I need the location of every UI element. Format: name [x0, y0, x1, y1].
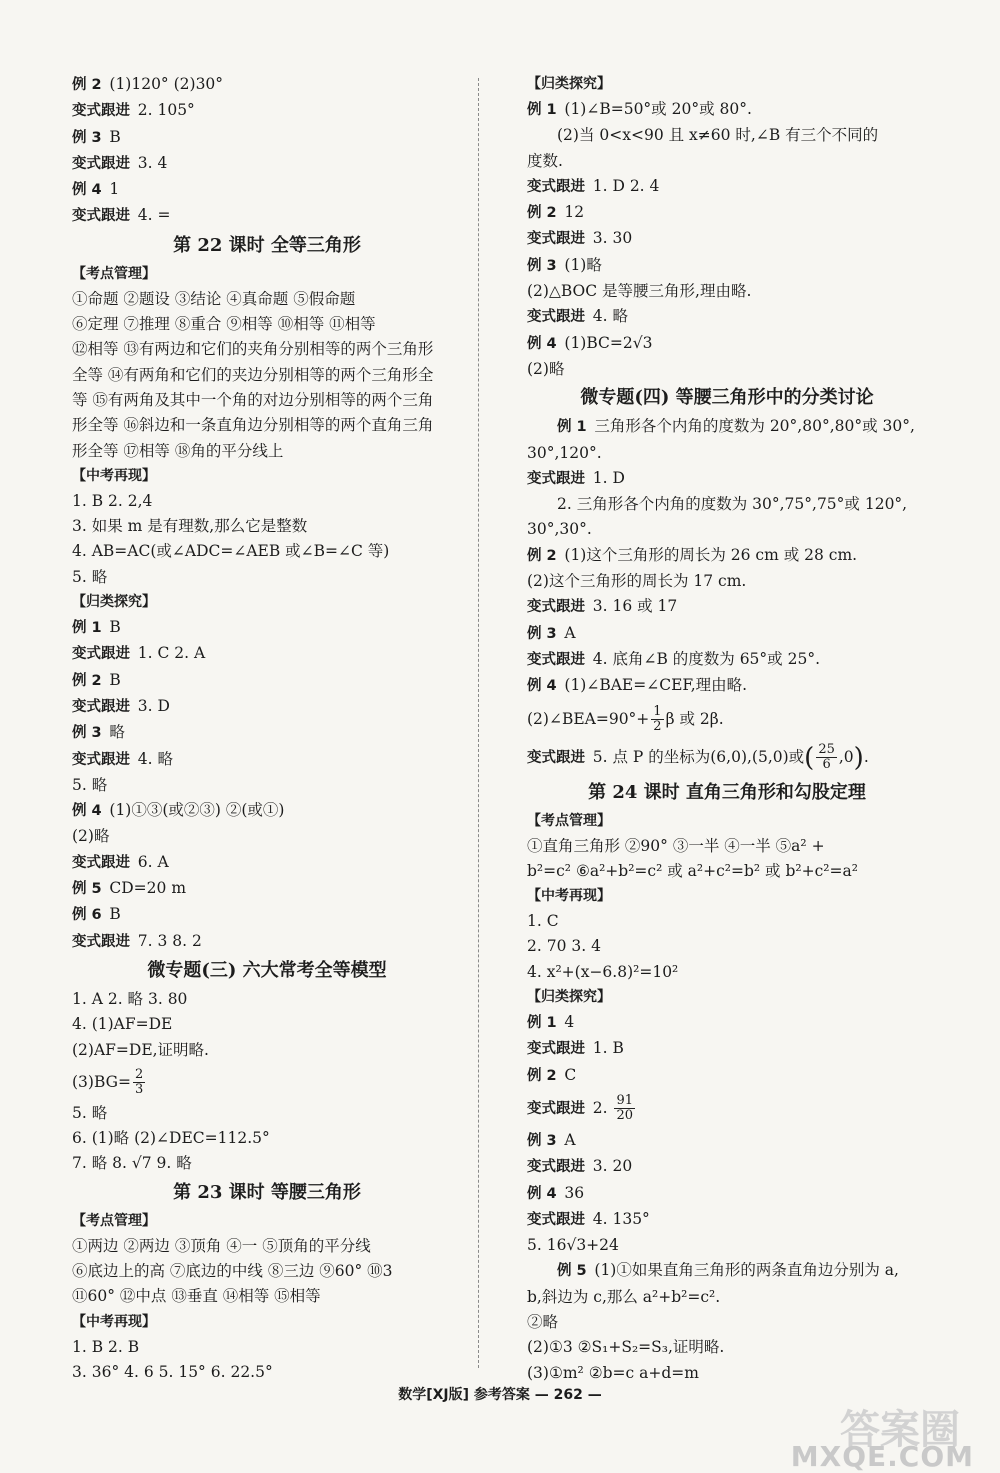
- answer-text: C: [564, 1065, 577, 1084]
- answer-line: 5. 略: [72, 775, 108, 794]
- answer-label: 例 5: [557, 1263, 587, 1280]
- answer-line: [72, 668, 462, 694]
- section-title: 第 24 课时 直角三角形和勾股定理: [588, 781, 866, 803]
- answer-line: 4. AB=AC(或∠ADC=∠AEB 或∠B=∠C 等): [72, 542, 390, 561]
- answer-line: [72, 203, 462, 229]
- answer-line: 5. 略: [72, 567, 108, 586]
- answer-text: (1)∠BAE=∠CEF,理由略.: [564, 676, 748, 695]
- answer-label: 例 1: [72, 620, 102, 637]
- answer-label: 例 6: [72, 907, 102, 924]
- answer-line: ①直角三角形 ②90° ③一半 ④一半 ⑤a² +: [527, 836, 825, 855]
- answer-label: 变式跟进: [527, 1041, 585, 1058]
- answer-line: (2)当 0<x<90 且 x≠60 时,∠B 有三个不同的: [557, 126, 879, 145]
- answer-text: 2.: [592, 1098, 613, 1117]
- answer-line: 4. x²+(x−6.8)²=10²: [527, 962, 679, 981]
- answer-label: 变式跟进: [72, 646, 130, 663]
- answer-text: 12: [564, 203, 585, 222]
- answer-text: 3. D: [137, 696, 170, 715]
- answer-text: 3. 30: [592, 229, 633, 248]
- answer-text: (1)这个三角形的周长为 26 cm 或 28 cm.: [564, 545, 858, 564]
- fraction-denominator: 2: [653, 719, 662, 735]
- answer-line: (2)AF=DE,证明略.: [72, 1040, 209, 1059]
- answer-text: β 或 2β.: [665, 709, 724, 728]
- answer-label: 例 4: [72, 182, 102, 199]
- answer-line: [72, 615, 462, 641]
- answer-text: 三角形各个内角的度数为 20°,80°,80°或 30°,: [594, 417, 915, 436]
- section-header: 【归类探究】: [72, 594, 156, 611]
- answer-text: 7. 3 8. 2: [137, 931, 202, 950]
- answer-text: 4. =: [137, 206, 171, 225]
- section-header: 【中考再现】: [72, 1313, 156, 1330]
- answer-line: [72, 98, 462, 124]
- answer-label: 变式跟进: [527, 470, 585, 487]
- answer-text: 1: [109, 180, 120, 199]
- answer-line: ①两边 ②两边 ③顶角 ④一 ⑤顶角的平分线: [72, 1236, 371, 1255]
- answer-line: [527, 543, 927, 569]
- answer-label: 变式跟进: [72, 854, 130, 871]
- watermark-logo: 答案圈: [840, 1407, 960, 1453]
- right-column: [527, 72, 927, 1386]
- fraction-denominator: 6: [822, 757, 831, 773]
- paren: (: [804, 742, 815, 773]
- answer-line: [527, 1010, 927, 1036]
- answer-label: 变式跟进: [72, 933, 130, 950]
- answer-text: (1)BC=2√3: [564, 333, 653, 352]
- answer-text: ,0: [838, 747, 854, 766]
- section-title: 第 23 课时 等腰三角形: [173, 1181, 361, 1203]
- answer-text: (1)①如果直角三角形的两条直角边分别为 a,: [594, 1261, 899, 1280]
- answer-line: [527, 738, 927, 777]
- answer-text: 1. B: [592, 1039, 624, 1058]
- answer-line: [527, 414, 927, 440]
- fraction: [651, 705, 663, 734]
- answer-label: 变式跟进: [527, 231, 585, 248]
- answer-line: ②略: [527, 1312, 559, 1331]
- answer-text: B: [109, 618, 121, 637]
- answer-line: (2)这个三角形的周长为 17 cm.: [527, 572, 747, 591]
- watermark-url: MXQE.COM: [790, 1440, 974, 1473]
- answer-line: 度数.: [527, 151, 563, 170]
- answer-line: ⑫相等 ⑬有两边和它们的夹角分别相等的两个三角形: [72, 340, 434, 359]
- answer-line: [72, 929, 462, 955]
- answer-label: 例 1: [527, 1015, 557, 1032]
- answer-line: 1. A 2. 略 3. 80: [72, 989, 188, 1008]
- answer-text: (1)120° (2)30°: [109, 75, 224, 93]
- fraction-denominator: 20: [616, 1108, 634, 1124]
- answer-text: (3)BG=: [72, 1072, 132, 1091]
- answer-label: 例 2: [527, 205, 557, 222]
- answer-label: 例 3: [527, 257, 557, 274]
- answer-label: 变式跟进: [527, 1100, 585, 1117]
- paren: ): [853, 742, 864, 773]
- fraction-numerator: 1: [653, 704, 662, 720]
- answer-line: [527, 1154, 927, 1180]
- answer-line: [72, 1063, 462, 1101]
- answer-label: 变式跟进: [72, 208, 130, 225]
- answer-line: ⑥底边上的高 ⑦底边的中线 ⑧三边 ⑨60° ⑩3: [72, 1261, 393, 1280]
- section-title: 第 22 课时 全等三角形: [173, 234, 361, 256]
- left-column: [72, 72, 462, 1385]
- section-header: 【考点管理】: [72, 1212, 156, 1229]
- answer-line: [72, 177, 462, 203]
- answer-line: [72, 72, 462, 98]
- fraction-numerator: 25: [818, 742, 835, 758]
- page-footer: 数学[XJ版] 参考答案 — 262 —: [398, 1387, 602, 1403]
- answer-text: 1. D 2. 4: [592, 176, 660, 195]
- answer-text: 1. D: [592, 468, 625, 487]
- answer-text: 2. 105°: [137, 101, 195, 120]
- answer-label: 例 1: [557, 419, 587, 436]
- answer-label: 例 3: [72, 725, 102, 742]
- answer-text: 略: [109, 723, 125, 742]
- answer-line: (2)①3 ②S₁+S₂=S₃,证明略.: [527, 1338, 725, 1357]
- answer-line: b²=c² ⑥a²+b²=c² 或 a²+c²=b² 或 b²+c²=a²: [527, 861, 858, 880]
- answer-line: [527, 1128, 927, 1154]
- answer-line: [527, 673, 927, 699]
- answer-label: 变式跟进: [527, 599, 585, 616]
- answer-line: 30°,30°.: [527, 520, 592, 539]
- answer-line: (2)略: [527, 359, 565, 378]
- fraction: [614, 1094, 635, 1123]
- section-header: 【归类探究】: [527, 76, 611, 92]
- answer-label: 变式跟进: [527, 651, 585, 668]
- answer-text: 3. 4: [137, 153, 168, 172]
- fraction-numerator: 2: [135, 1067, 144, 1083]
- answer-line: [527, 174, 927, 200]
- answer-line: [527, 200, 927, 226]
- section-title: 微专题(三) 六大常考全等模型: [147, 959, 387, 981]
- answer-line: ⑪60° ⑫中点 ⑬垂直 ⑭相等 ⑮相等: [72, 1287, 321, 1306]
- section-header: 【中考再现】: [527, 888, 611, 905]
- answer-line: [527, 647, 927, 673]
- answer-line: 形全等 ⑯斜边和一条直角边分别相等的两个直角三角: [72, 416, 434, 435]
- answer-label: 例 3: [527, 1132, 557, 1149]
- answer-label: 变式跟进: [527, 309, 585, 326]
- answer-label: 变式跟进: [527, 178, 585, 195]
- answer-text: 4: [564, 1013, 575, 1032]
- answer-line: 3. 36° 4. 6 5. 15° 6. 22.5°: [72, 1362, 273, 1381]
- answer-line: [72, 850, 462, 876]
- answer-line: [72, 151, 462, 177]
- answer-line: [527, 1181, 927, 1207]
- answer-text: 5. 点 P 的坐标为(6,0),(5,0)或: [592, 747, 805, 766]
- answer-line: [527, 1207, 927, 1233]
- answer-label: 例 5: [72, 881, 102, 898]
- section-header: 【考点管理】: [527, 812, 611, 829]
- answer-line: 形全等 ⑰相等 ⑱角的平分线上: [72, 441, 284, 460]
- answer-text: CD=20 m: [109, 879, 187, 898]
- answer-line: 1. B 2. B: [72, 1337, 140, 1356]
- answer-line: (2)△BOC 是等腰三角形,理由略.: [527, 282, 752, 301]
- answer-line: [527, 1063, 927, 1089]
- answer-text: 3. 16 或 17: [592, 597, 678, 616]
- answer-label: 例 4: [527, 335, 557, 352]
- answer-line: [72, 747, 462, 773]
- fraction-numerator: 91: [616, 1093, 634, 1109]
- answer-line: 4. (1)AF=DE: [72, 1015, 173, 1034]
- answer-line: [527, 621, 927, 647]
- answer-text: (1)①③(或②③) ②(或①): [109, 801, 285, 820]
- answer-line: [527, 97, 927, 123]
- answer-line: [72, 641, 462, 667]
- answer-line: 30°,120°.: [527, 443, 602, 462]
- answer-label: 变式跟进: [72, 103, 130, 120]
- answer-line: 全等 ⑭有两角和它们的夹边分别相等的两个三角形全: [72, 365, 434, 384]
- answer-label: 变式跟进: [527, 749, 585, 766]
- answer-line: [527, 594, 927, 620]
- answer-label: 例 2: [527, 1067, 557, 1084]
- column-divider: [478, 78, 479, 1368]
- answer-text: (1)略: [564, 255, 602, 274]
- answer-line: [527, 304, 927, 330]
- section-header: 【中考再现】: [72, 467, 156, 484]
- answer-text: 4. 底角∠B 的度数为 65°或 25°.: [592, 649, 820, 668]
- section-title: 微专题(四) 等腰三角形中的分类讨论: [580, 387, 874, 409]
- section-header: 【归类探究】: [527, 989, 611, 1006]
- answer-line: [72, 125, 462, 151]
- answer-line: 1. B 2. 2,4: [72, 491, 153, 510]
- answer-line: ⑥定理 ⑦推理 ⑧重合 ⑨相等 ⑩相等 ⑪相等: [72, 315, 376, 334]
- answer-line: [527, 331, 927, 357]
- answer-line: 2. 三角形各个内角的度数为 30°,75°,75°或 120°,: [557, 495, 908, 514]
- answer-line: (3)①m² ②b=c a+d=m: [527, 1363, 699, 1382]
- answer-line: 5. 略: [72, 1103, 108, 1122]
- answer-line: [72, 798, 462, 824]
- answer-text: 4. 略: [592, 307, 628, 326]
- answer-line: [72, 720, 462, 746]
- answer-label: 变式跟进: [72, 698, 130, 715]
- answer-label: 例 2: [72, 77, 102, 93]
- answer-label: 例 3: [527, 625, 557, 642]
- answer-text: A: [564, 1130, 576, 1149]
- answer-label: 例 4: [527, 1185, 557, 1202]
- answer-line: 5. 16√3+24: [527, 1236, 619, 1255]
- answer-line: [527, 226, 927, 252]
- answer-line: 7. 略 8. √7 9. 略: [72, 1154, 192, 1173]
- answer-label: 例 1: [527, 102, 557, 118]
- answer-label: 变式跟进: [72, 155, 130, 172]
- answer-text: 1. C 2. A: [137, 644, 206, 663]
- fraction-denominator: 3: [135, 1082, 144, 1098]
- answer-line: 3. 如果 m 是有理数,那么它是整数: [72, 517, 308, 536]
- answer-text: B: [109, 127, 121, 146]
- fraction: [133, 1068, 145, 1097]
- answer-label: 变式跟进: [527, 1159, 585, 1176]
- answer-line: [527, 466, 927, 492]
- answer-text: (2)∠BEA=90°+: [527, 709, 650, 728]
- answer-line: 等 ⑮有两角及其中一个角的对边分别相等的两个三角: [72, 390, 434, 409]
- answer-line: 6. (1)略 (2)∠DEC=112.5°: [72, 1129, 270, 1148]
- answer-line: 2. 70 3. 4: [527, 937, 601, 956]
- answer-line: (2)略: [72, 827, 110, 846]
- answer-label: 例 4: [527, 678, 557, 695]
- answer-line: [72, 902, 462, 928]
- section-header: 【考点管理】: [72, 265, 156, 282]
- answer-line: [527, 1036, 927, 1062]
- answer-text: B: [109, 905, 121, 924]
- answer-line: [527, 253, 927, 279]
- answer-text: 4. 135°: [592, 1209, 650, 1228]
- answer-line: b,斜边为 c,那么 a²+b²=c².: [527, 1287, 721, 1306]
- answer-text: .: [863, 747, 869, 766]
- answer-label: 例 2: [72, 672, 102, 689]
- answer-text: A: [564, 623, 576, 642]
- answer-label: 例 3: [72, 129, 102, 146]
- answer-line: [527, 1258, 927, 1284]
- answer-text: 36: [564, 1183, 585, 1202]
- answer-line: [527, 1089, 927, 1128]
- answer-text: B: [109, 670, 121, 689]
- answer-label: 例 2: [527, 547, 557, 564]
- answer-line: [72, 876, 462, 902]
- answer-line: 1. C: [527, 912, 559, 931]
- answer-text: 3. 20: [592, 1157, 633, 1176]
- answer-label: 变式跟进: [527, 1211, 585, 1228]
- answer-text: (1)∠B=50°或 20°或 80°.: [564, 100, 752, 118]
- fraction: [816, 743, 837, 772]
- answer-label: 变式跟进: [72, 751, 130, 768]
- answer-text: 6. A: [137, 852, 169, 871]
- answer-text: 4. 略: [137, 749, 173, 768]
- answer-label: 例 4: [72, 803, 102, 820]
- answer-line: ①命题 ②题设 ③结论 ④真命题 ⑤假命题: [72, 289, 356, 308]
- answer-line: [72, 694, 462, 720]
- answer-line: [527, 700, 927, 738]
